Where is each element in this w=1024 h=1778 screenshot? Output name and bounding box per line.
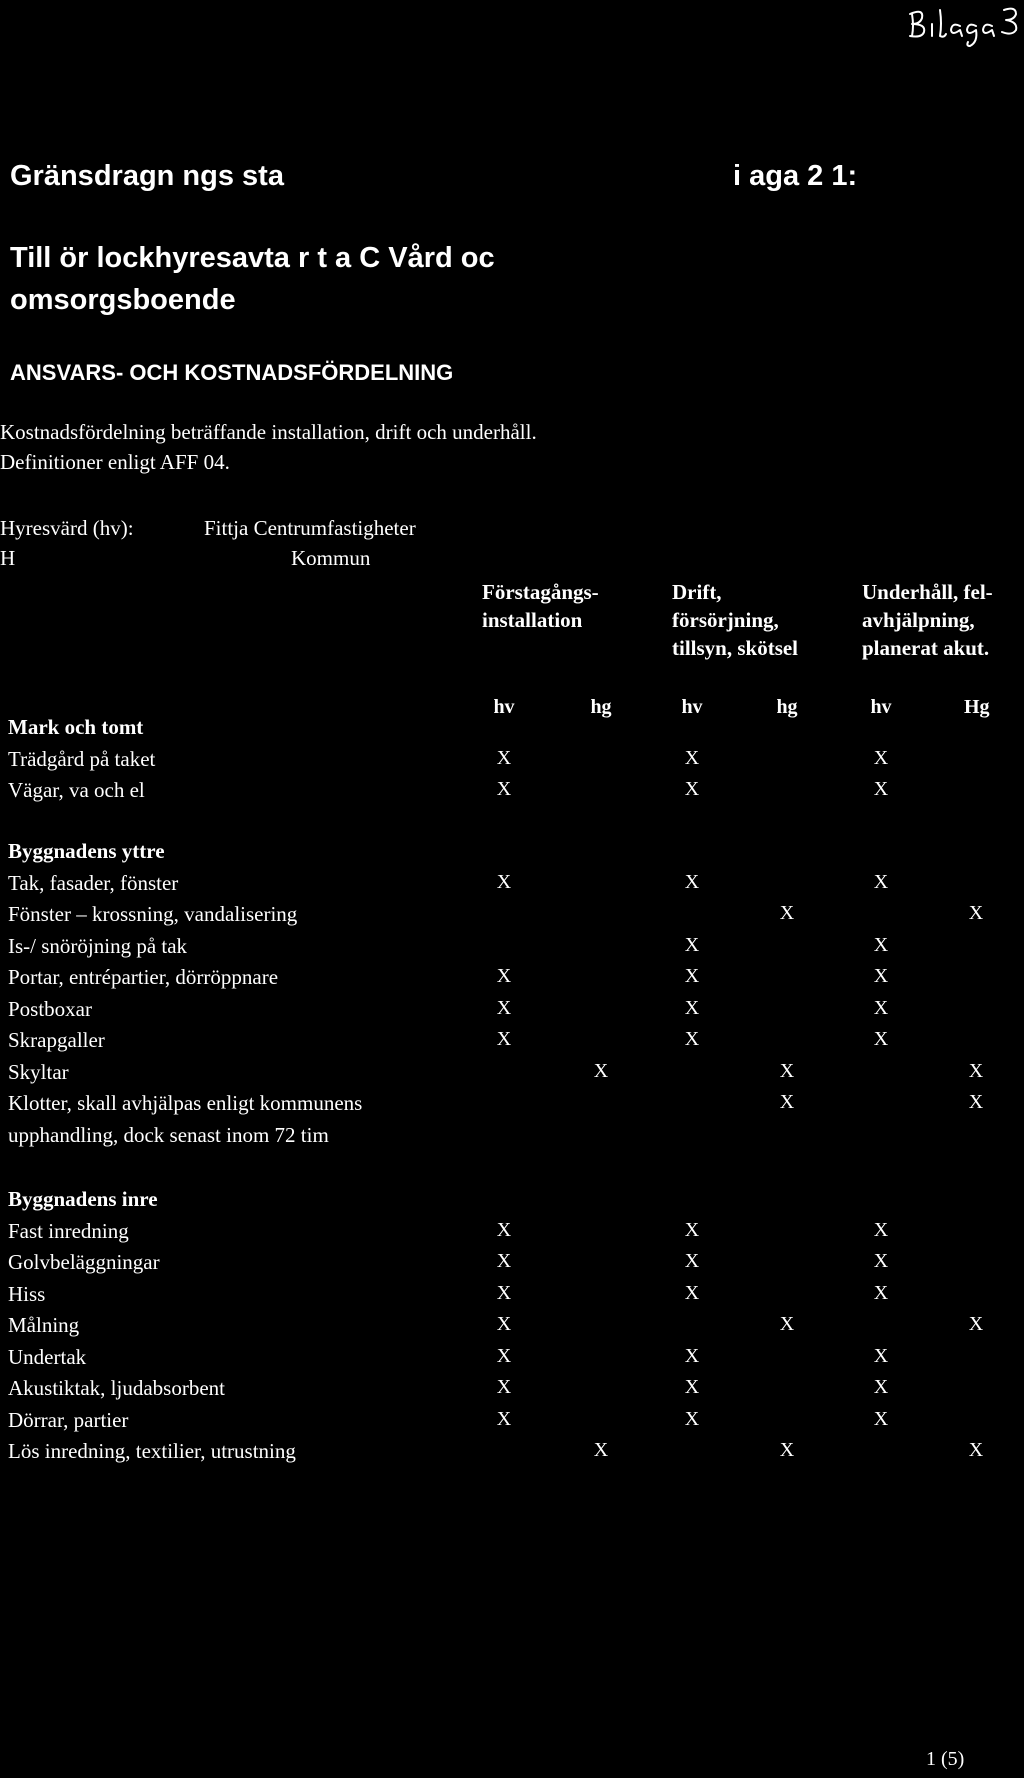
responsibility-mark: X xyxy=(496,1344,512,1367)
column-header-operation xyxy=(672,578,798,662)
responsibility-mark: X xyxy=(873,1344,889,1367)
column-header-line: installation xyxy=(482,608,583,632)
column-header-line: Drift, xyxy=(672,580,722,604)
page-number: 1 (5) xyxy=(926,1748,965,1770)
subcolumn-header: hv xyxy=(681,696,703,718)
table-row-label: upphandling, dock senast inom 72 tim xyxy=(8,1122,329,1147)
responsibility-mark: X xyxy=(779,1439,795,1461)
responsibility-mark: X xyxy=(873,778,889,800)
responsibility-mark: X xyxy=(496,778,512,800)
responsibility-mark: X xyxy=(968,1313,984,1335)
responsibility-mark: X xyxy=(873,965,889,987)
responsibility-mark: X xyxy=(684,996,700,1019)
responsibility-mark: X xyxy=(684,1250,700,1272)
responsibility-mark: X xyxy=(873,1218,889,1241)
responsibility-mark: X xyxy=(873,1376,889,1398)
responsibility-mark: X xyxy=(968,1059,984,1082)
responsibility-mark: X xyxy=(684,1281,700,1304)
intro-line-2: Definitioner enligt AFF 04. xyxy=(0,450,230,474)
responsibility-mark: X xyxy=(873,996,889,1019)
responsibility-mark: X xyxy=(496,1028,512,1050)
table-row-label: Fast inredning xyxy=(8,1218,129,1243)
subcolumn-header: hg xyxy=(590,696,612,718)
section-heading: ANSVARS- OCH KOSTNADSFÖRDELNING xyxy=(10,360,454,385)
responsibility-mark: X xyxy=(496,1407,512,1430)
responsibility-mark: X xyxy=(496,965,512,987)
table-row-label: Hiss xyxy=(8,1281,46,1306)
intro-line-1: Kostnadsfördelning beträffande installation, drift och underhåll. xyxy=(0,420,537,444)
responsibility-mark: X xyxy=(873,1407,889,1430)
responsibility-mark: X xyxy=(593,1439,609,1461)
responsibility-mark: X xyxy=(496,746,512,769)
subcolumn-header: hg xyxy=(776,696,798,718)
tenant-name: Kommun xyxy=(291,546,371,570)
table-row-label: Postboxar xyxy=(8,996,92,1021)
table-row-label: Is-/ snöröjning på tak xyxy=(8,933,188,958)
column-header-line: tillsyn, skötsel xyxy=(672,636,799,660)
table-row-label: Skyltar xyxy=(8,1059,69,1084)
table-row-label: Portar, entrépartier, dörröppnare xyxy=(8,965,279,989)
responsibility-mark: X xyxy=(968,1091,984,1113)
table-row-label: Golvbeläggningar xyxy=(8,1250,160,1274)
responsibility-mark: X xyxy=(684,1344,700,1367)
document-title: Gränsdragn ngs sta xyxy=(10,160,284,192)
responsibility-mark: X xyxy=(593,1059,609,1082)
responsibility-mark: X xyxy=(496,996,512,1019)
column-header-line: avhjälpning, xyxy=(862,608,975,632)
responsibility-mark: X xyxy=(873,933,889,956)
responsibility-mark: X xyxy=(684,965,700,987)
section-title: Byggnadens inre xyxy=(8,1187,158,1211)
responsibility-mark: X xyxy=(496,1281,512,1304)
table-row-label: Vägar, va och el xyxy=(8,778,145,802)
table-row-label: Undertak xyxy=(8,1344,87,1369)
table-row-label: Fönster – krossning, vandalisering xyxy=(8,902,298,926)
responsibility-mark: X xyxy=(779,1059,795,1082)
tenant-label: H xyxy=(0,546,16,570)
responsibility-mark: X xyxy=(496,1313,512,1335)
subcolumn-header: Hg xyxy=(964,696,990,718)
column-header-installation xyxy=(482,578,599,634)
table-row-label: Målning xyxy=(8,1313,80,1337)
responsibility-mark: X xyxy=(779,1313,795,1335)
section-title: Mark och tomt xyxy=(8,715,144,739)
table-row-label: Klotter, skall avhjälpas enligt kommunens xyxy=(8,1091,363,1115)
table-row-label: Tak, fasader, fönster xyxy=(8,870,179,895)
landlord-name: Fittja Centrumfastigheter xyxy=(204,516,416,540)
column-header-maintenance xyxy=(862,578,993,662)
handwritten-annotation xyxy=(904,0,1024,50)
column-header-line: planerat akut. xyxy=(862,636,990,660)
subcolumn-header: hv xyxy=(870,696,892,718)
responsibility-mark: X xyxy=(873,1250,889,1272)
landlord-label: Hyresvärd (hv): xyxy=(0,516,134,540)
responsibility-mark: X xyxy=(873,746,889,769)
section-title: Byggnadens yttre xyxy=(8,839,165,863)
subcolumn-header: hv xyxy=(493,696,515,718)
responsibility-mark: X xyxy=(779,1091,795,1113)
responsibility-mark: X xyxy=(496,1376,512,1398)
responsibility-mark: X xyxy=(684,1407,700,1430)
document-subtitle-line2: omsorgsboende xyxy=(10,284,236,316)
table-row-label: Lös inredning, textilier, utrustning xyxy=(8,1439,296,1463)
responsibility-mark: X xyxy=(684,1028,700,1050)
document-subtitle-line1: Till ör lockhyresavta r t a C Vård oc xyxy=(10,242,495,274)
responsibility-mark: X xyxy=(968,1439,984,1461)
responsibility-mark: X xyxy=(873,1281,889,1304)
column-header-line: Underhåll, fel- xyxy=(862,580,993,604)
responsibility-mark: X xyxy=(684,870,700,893)
responsibility-mark: X xyxy=(496,1250,512,1272)
table-row-label: Dörrar, partier xyxy=(8,1407,129,1432)
responsibility-mark: X xyxy=(684,746,700,769)
responsibility-mark: X xyxy=(684,778,700,800)
responsibility-mark: X xyxy=(684,1218,700,1241)
column-header-line: försörjning, xyxy=(672,608,779,632)
responsibility-mark: X xyxy=(873,1028,889,1050)
column-header-line: Förstagångs- xyxy=(482,580,599,604)
responsibility-mark: X xyxy=(496,1218,512,1241)
document-title-appendix: i aga 2 1: xyxy=(733,160,858,192)
table-row-label: Akustiktak, ljudabsorbent xyxy=(8,1376,225,1400)
responsibility-mark: X xyxy=(684,1376,700,1398)
responsibility-mark: X xyxy=(873,870,889,893)
responsibility-mark: X xyxy=(496,870,512,893)
table-row-label: Trädgård på taket xyxy=(8,746,156,771)
table-row-label: Skrapgaller xyxy=(8,1028,105,1052)
responsibility-mark: X xyxy=(779,902,795,924)
responsibility-mark: X xyxy=(968,902,984,924)
responsibility-mark: X xyxy=(684,933,700,956)
